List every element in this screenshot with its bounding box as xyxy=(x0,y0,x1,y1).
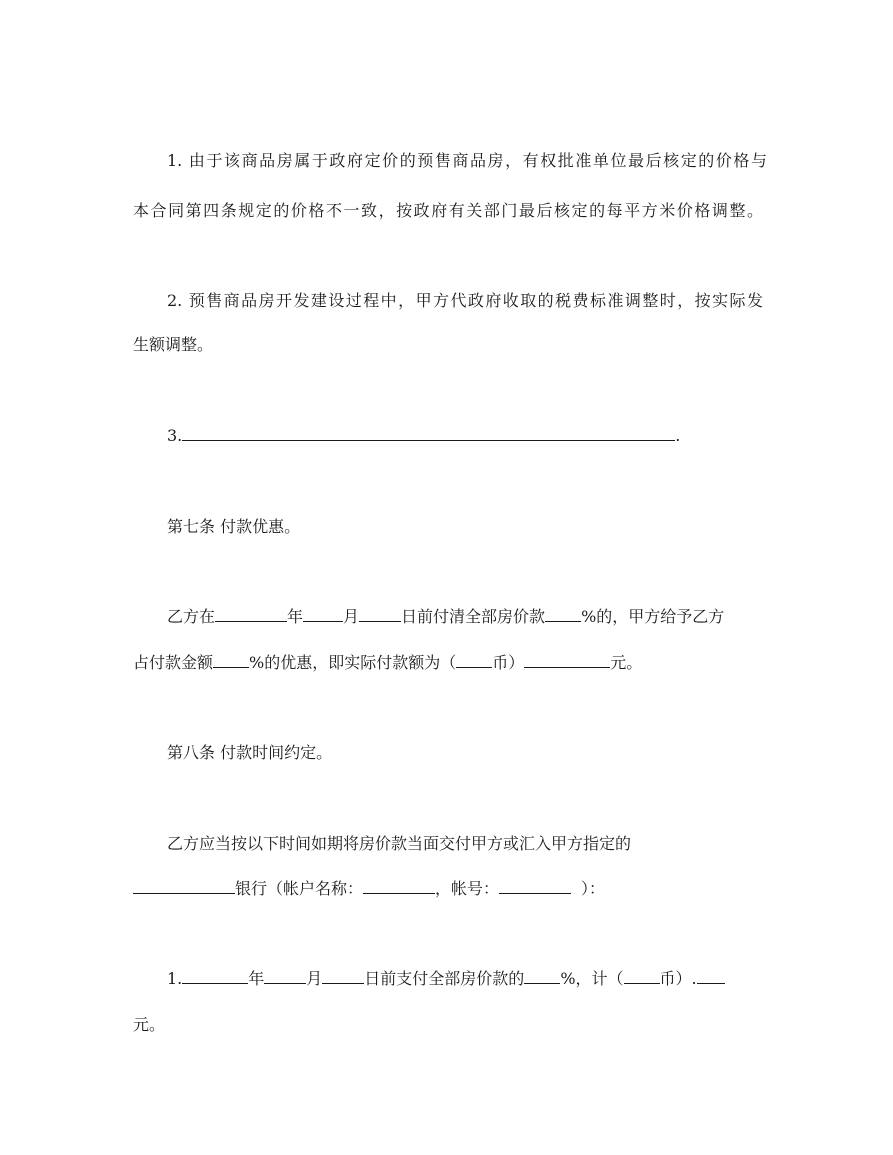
article-8-line-1: 乙方应当按以下时间如期将房价款当面交付甲方或汇入甲方指定的 xyxy=(167,834,632,853)
year-blank[interactable] xyxy=(182,968,248,984)
clause-2-line-1: 2. 预售商品房开发建设过程中，甲方代政府收取的税费标准调整时，按实际发 xyxy=(167,291,763,310)
clause-2-line-2: 生额调整。 xyxy=(133,335,214,354)
month-blank[interactable] xyxy=(303,606,343,622)
currency-blank[interactable] xyxy=(456,652,492,668)
text-segment: 月 xyxy=(306,969,323,988)
text-segment: %，计（ xyxy=(560,969,624,988)
text-segment: 1. xyxy=(167,969,183,988)
text-segment: ）： xyxy=(581,879,606,898)
article-7-title: 第七条 付款优惠。 xyxy=(167,517,301,536)
account-name-blank[interactable] xyxy=(363,878,435,894)
amount-blank[interactable] xyxy=(697,968,725,984)
article-7-line-2 xyxy=(133,652,642,674)
day-blank[interactable] xyxy=(322,968,364,984)
text-segment: 币） xyxy=(492,653,525,672)
year-blank[interactable] xyxy=(215,606,287,622)
clause-1-line-2: 本合同第四条规定的价格不一致，按政府有关部门最后核定的每平方米价格调整。 xyxy=(133,201,763,220)
text-segment: 日前付清全部房价款 xyxy=(401,607,546,626)
percent-blank[interactable] xyxy=(545,606,581,622)
text-segment: 银行（帐户名称： xyxy=(235,879,364,898)
payment-item-1-line-2: 元。 xyxy=(133,1015,166,1034)
clause-3-period: . xyxy=(675,426,681,445)
payment-item-1-line-1 xyxy=(167,968,725,990)
text-segment: %的，甲方给予乙方 xyxy=(581,607,725,626)
currency-blank[interactable] xyxy=(624,968,660,984)
clause-1-line-1: 1. 由于该商品房属于政府定价的预售商品房，有权批准单位最后核定的价格与 xyxy=(167,151,767,170)
text-segment: 年 xyxy=(248,969,265,988)
percent-blank[interactable] xyxy=(524,968,560,984)
bank-name-blank[interactable] xyxy=(133,878,235,894)
text-segment: 币）. xyxy=(659,969,697,988)
clause-3-number: 3. xyxy=(167,426,183,445)
text-segment: 日前支付全部房价款的 xyxy=(364,969,525,988)
article-8-line-2 xyxy=(133,878,605,900)
amount-blank[interactable] xyxy=(524,652,610,668)
clause-3-blank[interactable] xyxy=(182,425,675,441)
discount-percent-blank[interactable] xyxy=(213,652,249,668)
text-segment: %的优惠，即实际付款额为（ xyxy=(249,653,457,672)
clause-3-line xyxy=(167,425,680,447)
text-segment: ，帐号： xyxy=(435,879,500,898)
text-segment: 元。 xyxy=(610,653,643,672)
text-segment: 占付款金额 xyxy=(133,653,214,672)
day-blank[interactable] xyxy=(359,606,401,622)
text-segment: 月 xyxy=(343,607,360,626)
text-segment: 年 xyxy=(287,607,304,626)
article-8-title: 第八条 付款时间约定。 xyxy=(167,743,333,762)
account-number-blank[interactable] xyxy=(499,878,571,894)
month-blank[interactable] xyxy=(264,968,306,984)
article-7-line-1 xyxy=(167,606,724,628)
text-segment: 乙方在 xyxy=(167,607,216,626)
